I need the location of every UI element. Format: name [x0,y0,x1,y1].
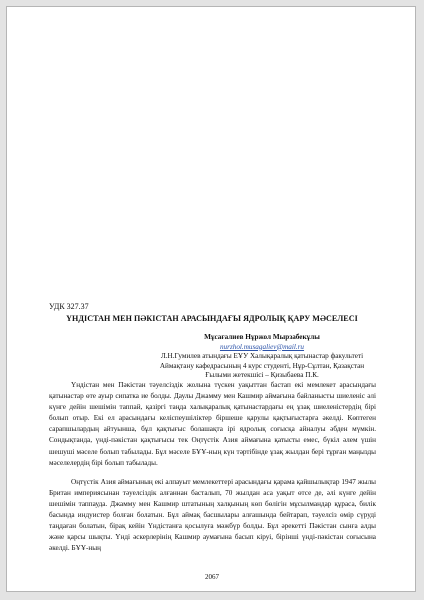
udk-code: УДК 327.37 [49,302,89,311]
author-name: Мұсағалиев Нұржол Мырзабекұлы [204,333,320,341]
page-number: 2067 [205,573,219,581]
article-body [49,380,376,562]
affiliation-line-2: Аймақтану кафедрасының 4 курс студенті, Нұр-Сұлтан, Қазақстан [159,361,365,370]
supervisor-line: Ғылыми жетекшісі – Қизыбаева П.К. [205,371,319,379]
body-paragraph-1: Үндістан мен Пәкістан тәуелсіздік жолына түскен уақыттан бастап екі мемлекет арасындағы қатынастар өте ауыр сипатка ие болды. Даулы Джамму мен Кашмир аймағына байланысты шиеленіс әлі күнге дейін шешімін таппай, қазіргі таңда халықаралық қатынастардағы ең ұзақ шиеленістердің бірі болып отыр. Екі ел арасындағы келіспеушіліктер біршеше қарулы қақтығыстарға әкелді. Көптеген сарапшылардың айтуынша, бұл қақтығыс болашақта ірі ядролық соғысқа айналуы әбден мүмкін. Сондықтанда, үнді-пәкістан қақтығысы тек Оңтүстік Азия аймағына қатысты емес, бүкіл әлем үшін шешуші мәселе болып табылады. Бұл мәселе БҰҰ-ның күн тәртібінде ұзақ жылдан бері тұрған маңызды мәселелердің бірі болып табылады. [49,381,376,467]
article-title: ҮНДІСТАН МЕН ПӘКІСТАН АРАСЫНДАҒЫ ЯДРОЛЫҚ ҚАРУ МӘСЕЛЕСІ [66,314,358,323]
affiliation-line-1: Л.Н.Гумилев атындағы ЕҰУ Халықаралық қатынастар факультеті [160,352,364,360]
document-page [6,6,416,592]
author-block [107,333,417,381]
author-email-link[interactable]: nurzhol.musagaliev@mail.ru [219,342,305,351]
body-paragraph-2: Оңтүстік Азия аймағының екі алпауыт мемлекеттері арасындағы қарама қайшылықтар 1947 жылы Британ империясынан тәуелсіздік алғаннан басталып, 70 жылдан аса уақыт өтсе де, әлі күнге дейін шешімін таппауда. Джамму мен Кашмир штатының халқының көп бөлігін мұсылмандар құраса, билік басында индуистер болған болатын. Бұл аймақ басшылары алғашында бейтарап, тәуелсіз өмір сүруді таңдаған болатын, бірақ кейін Үндістанға қосылуға мәжбүр болды. Бұл әрекетті Пәкістан сынға алды және қарсы шықты. Үнді әскерлерінің Кашмир аумағына басып кіруі, біріншi үнді-пәкістан соғысына әкелді. БҰҰ-ның [49,477,376,553]
